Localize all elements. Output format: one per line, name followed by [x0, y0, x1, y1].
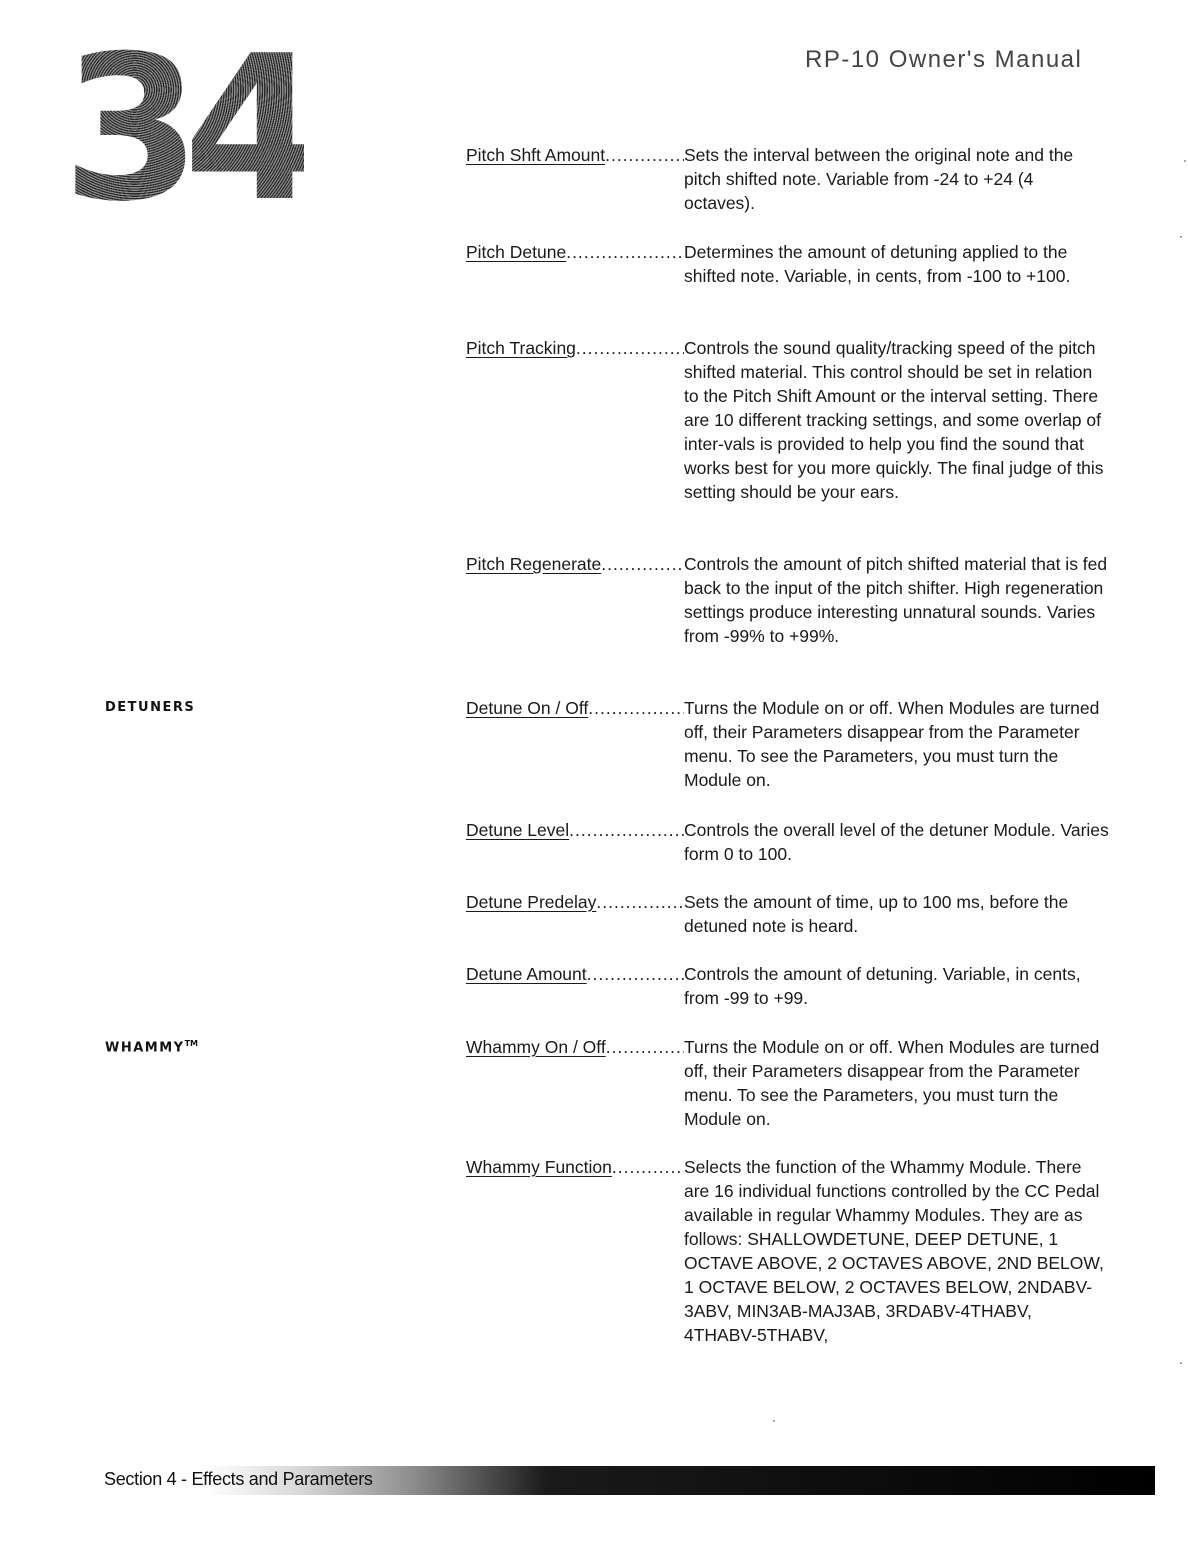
parameter-name: Whammy On / Off: [466, 1037, 606, 1057]
parameter-name: Pitch Regenerate: [466, 554, 602, 574]
parameter-description: Turns the Module on or off. When Modules are turned off, their Parameters disappear from the Parameter menu. To see the Parameters, you must turn the Module on.: [684, 1037, 1100, 1129]
parameter-term: [466, 143, 684, 167]
parameter-description: Sets the amount of time, up to 100 ms, before the detuned note is heard.: [684, 892, 1069, 936]
parameter-name: Detune Predelay: [466, 892, 597, 912]
scan-speck: [1180, 236, 1182, 238]
page-number: 34: [62, 13, 305, 246]
parameter-term: [466, 1155, 684, 1179]
scan-speck: [1180, 1362, 1182, 1364]
trademark-mark: TM: [184, 1039, 198, 1048]
section-label-whammy: [105, 1039, 198, 1055]
scan-speck: [773, 1420, 775, 1422]
parameter-description: Controls the overall level of the detuner Module. Varies form 0 to 100.: [684, 820, 1109, 864]
parameter-term: [466, 552, 684, 576]
parameter-name: Pitch Shft Amount: [466, 145, 606, 165]
parameter-description: Controls the sound quality/tracking speed of the pitch shifted material. This control should be set in relation to the Pitch Shift Amount or the interval setting. There are 10 different tracking settings, and some overlap of inter-vals is provided to help you find the sound that works best for you more quickly. The final judge of this setting should be your ears.: [684, 338, 1104, 502]
parameter-term: [466, 336, 684, 360]
parameter-term: [466, 696, 684, 720]
parameter-description: Controls the amount of pitch shifted material that is fed back to the input of the pitch shifter. High regeneration settings produce interesting unnatural sounds. Varies from -99% to +99%.: [684, 554, 1108, 646]
parameter-term: [466, 890, 684, 914]
scan-speck: [1184, 160, 1186, 162]
parameter-name: Pitch Detune: [466, 242, 567, 262]
parameter-term: [466, 1035, 684, 1059]
parameter-name: Detune On / Off: [466, 698, 589, 718]
parameter-term: [466, 962, 684, 986]
parameter-description: Selects the function of the Whammy Module. There are 16 individual functions controlled by the CC Pedal available in regular Whammy Modules. They are as follows: SHALLOWDETUNE, DEEP DETUNE, 1 OCTAVE ABOVE, 2 OCTAVES ABOVE, 2ND BELOW, 1 OCTAVE BELOW, 2 OCTAVES BELOW, 2NDABV- 3ABV, MIN3AB-MAJ3AB, 3RDABV-4THABV, 4THABV-5THABV,: [684, 1157, 1104, 1345]
parameter-name: Detune Amount: [466, 964, 587, 984]
footer-section-text: Section 4 - Effects and Parameters: [104, 1469, 373, 1489]
parameter-description: Turns the Module on or off. When Modules are turned off, their Parameters disappear from the Parameter menu. To see the Parameters, you must turn the Module on.: [684, 698, 1100, 790]
manual-title: RP-10 Owner's Manual: [805, 46, 1083, 73]
section-label-detuners: DETUNERS: [105, 700, 196, 715]
parameter-description: Determines the amount of detuning applied to the shifted note. Variable, in cents, from -100 to +100.: [684, 242, 1071, 286]
parameter-name: Detune Level: [466, 820, 570, 840]
parameter-name: Whammy Function: [466, 1157, 612, 1177]
parameter-name: Pitch Tracking: [466, 338, 576, 358]
parameter-description: Sets the interval between the original note and the pitch shifted note. Variable from -24 to +24 (4 octaves).: [684, 145, 1074, 213]
parameter-description: Controls the amount of detuning. Variable, in cents, from -99 to +99.: [684, 964, 1081, 1008]
parameter-term: [466, 240, 684, 264]
whammy-label-text: WHAMMY: [105, 1040, 185, 1056]
parameter-term: [466, 818, 684, 842]
